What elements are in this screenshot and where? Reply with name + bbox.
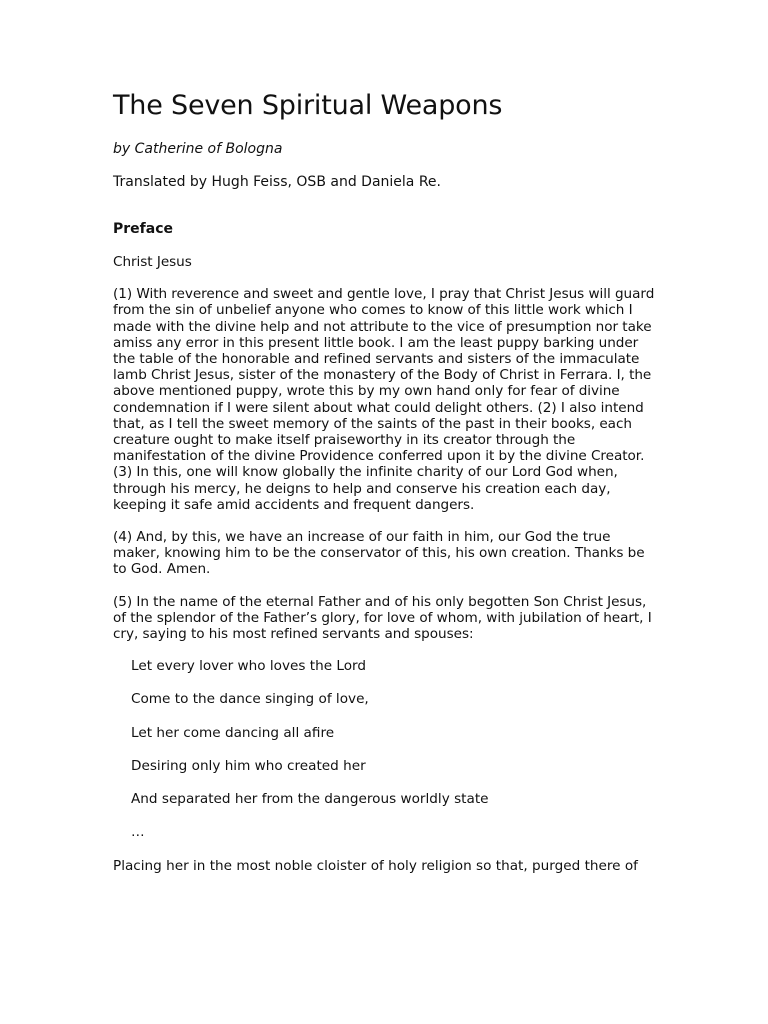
poem-ellipsis: … (131, 824, 145, 841)
document-title: The Seven Spiritual Weapons (113, 90, 503, 121)
poem-line: Come to the dance singing of love, (131, 691, 369, 708)
paragraph-4: Placing her in the most noble cloister of holy religion so that, purged there of (113, 858, 638, 875)
paragraph-1: (1) With reverence and sweet and gentle love, I pray that Christ Jesus will guard from the sin of unbelief anyone who comes to know of this little work which I made with the divine help and not attribute to the vice of presumption nor take amiss any error in this present little book. I am the least puppy barking under the table of the honorable and refined servants and sisters of the immaculate lamb Christ Jesus, sister of the monastery of the Body of Christ in Ferrara. I, the above mentioned puppy, wrote this by my own hand only for fear of divine condemnation if I were silent about what could delight others. (2) I also intend that, as I tell the sweet memory of the saints of the past in their books, each creature ought to make itself praiseworthy in its creator through the manifestation of the divine Providence conferred upon it by the divine Creator. (3) In this, one will know globally the infinite charity of our Lord God when, through his mercy, he deigns to help and conserve his creation each day, keeping it safe amid accidents and frequent dangers. (113, 286, 655, 513)
author-byline: by Catherine of Bologna (113, 141, 283, 157)
section-heading: Preface (113, 221, 173, 237)
poem-line: Let every lover who loves the Lord (131, 658, 367, 675)
poem-line: And separated her from the dangerous worldly state (131, 791, 489, 808)
poem-line: Let her come dancing all afire (131, 724, 335, 741)
poem-line: Desiring only him who created her (131, 757, 366, 774)
document-page (113, 88, 658, 875)
invocation: Christ Jesus (113, 254, 192, 270)
paragraph-3: (5) In the name of the eternal Father and of his only begotten Son Christ Jesus, of the splendor of the Father’s glory, for love of whom, with jubilation of heart, I cry, saying to his most refined servants and spouses: (113, 593, 652, 643)
translator-credit: Translated by Hugh Feiss, OSB and Daniela Re. (113, 174, 441, 190)
paragraph-2: (4) And, by this, we have an increase of our faith in him, our God the true maker, knowing him to be the conservator of this, his own creation. Thanks be to God. Amen. (113, 529, 645, 578)
